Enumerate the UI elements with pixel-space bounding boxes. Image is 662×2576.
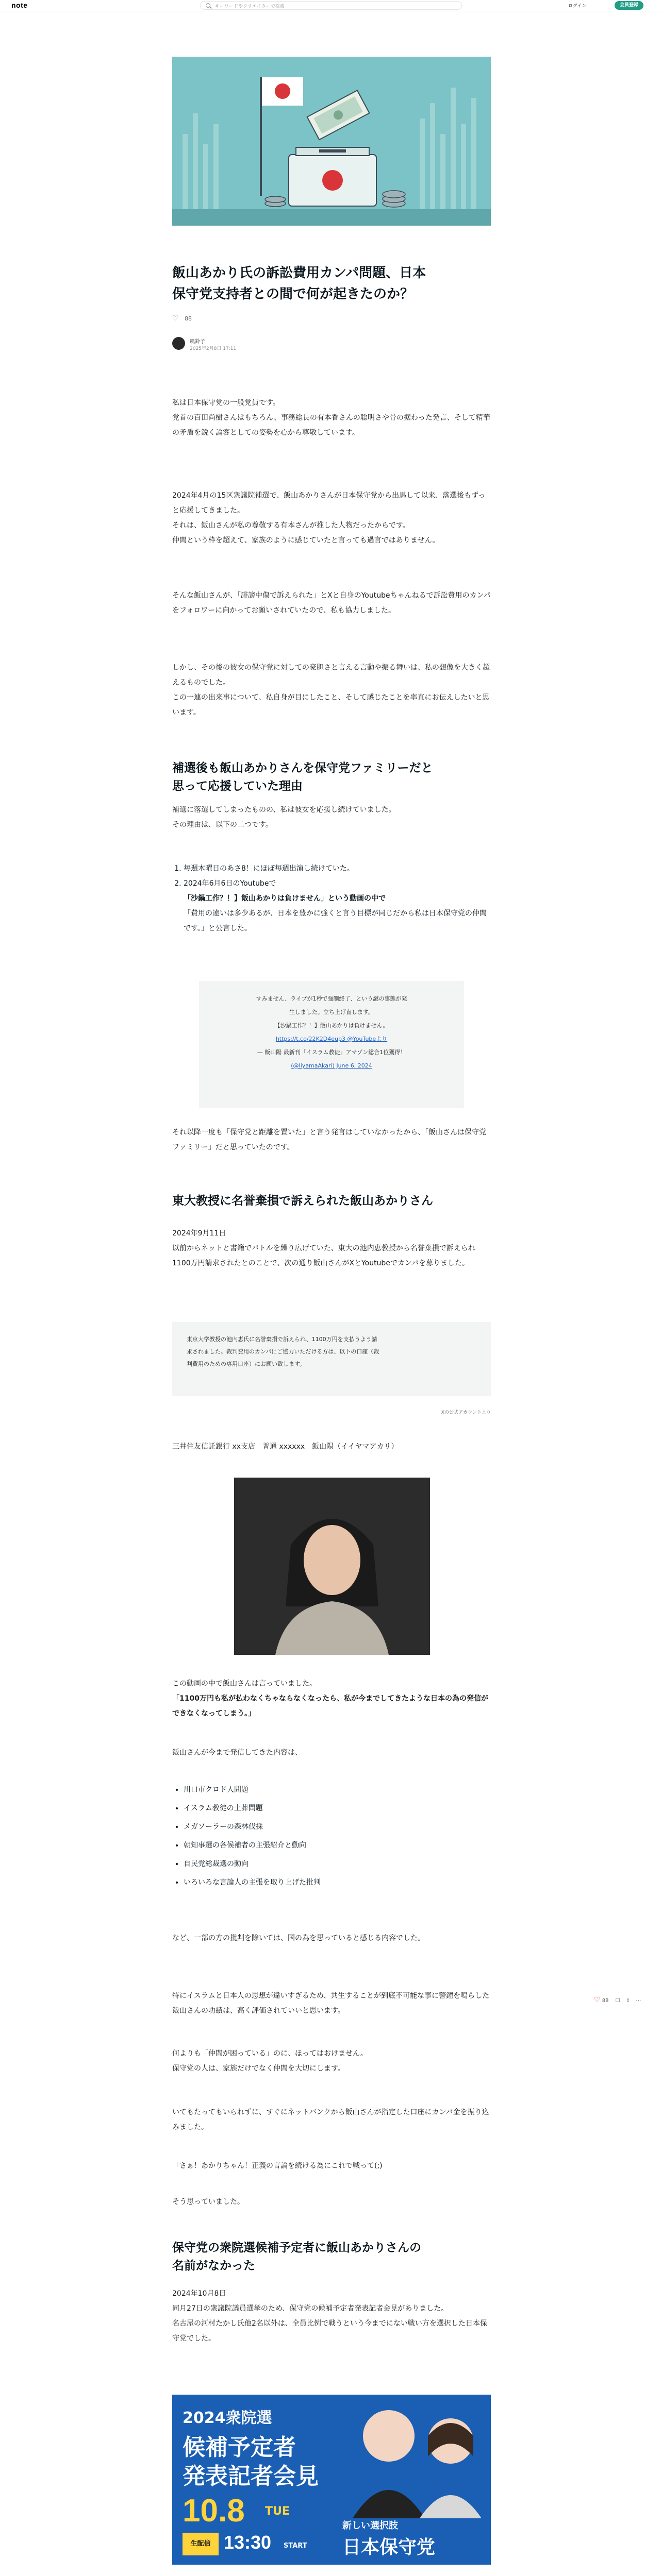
text-line: 同月27日の衆議院議員選挙のため、保守党の候補予定者発表記者会見がありました。	[172, 2304, 449, 2313]
text-line: そんな飯山さんが、「誹謗中傷で訴えられた」とXと自身のYoutubeちゃんねるで訴訟費用のカンパをフォロワーに向かってお願いされていたので、私も協力しました。	[172, 591, 491, 615]
paragraph: そう思っていました。	[172, 2198, 244, 2206]
quote-line: 判費用のための専用口座）にお願い致します。	[187, 1361, 306, 1367]
list-item	[184, 876, 491, 936]
heading-line: 保守党の衆院選候補予定者に飯山あかりさんの	[172, 2241, 421, 2255]
avatar[interactable]	[172, 337, 185, 350]
side-actions	[594, 1996, 641, 2004]
paragraph: 特にイスラムと日本人の思想が違いすぎるため、共生することが到底不可能な事に警鐘を鳴らした飯山さんの功績は、高く評価されていいと思います。	[172, 1992, 490, 2015]
banner-time-label: START	[284, 2542, 307, 2550]
paragraph	[172, 1676, 491, 1721]
quote-source: Xの公式アカウントより	[441, 1410, 491, 1415]
embedded-post[interactable]	[199, 981, 464, 1108]
banner-line2: 発表記者会見	[183, 2463, 319, 2489]
signup-button[interactable]: 会員登録	[615, 1, 643, 10]
paragraph	[172, 803, 491, 833]
topic-list	[172, 1781, 491, 1892]
heading-line: 名前がなかった	[172, 2259, 255, 2273]
hero-image	[172, 57, 491, 226]
youtube-link[interactable]: https://t.co/22K2D4eup3 @YouTubeより	[275, 1036, 388, 1042]
quote-line: すみません、ライブが1秒で強制終了、という謎の事態が発	[256, 995, 407, 1002]
hero-illustration	[172, 57, 491, 226]
banner-dow: TUE	[265, 2505, 290, 2518]
paragraph	[172, 2286, 491, 2346]
text-line: それは、飯山さんが私の尊敬する有本さんが推した人物だったからです。	[172, 521, 410, 530]
paragraph	[172, 1226, 491, 1271]
paragraph: 「さぁ！あかりちゃん！正義の言論を続ける為にこれで戦って(;)	[172, 2162, 383, 2170]
banner-line1: 候補予定者	[183, 2434, 296, 2461]
section-heading	[172, 759, 491, 795]
text-line: 2024年10月8日	[172, 2290, 226, 2298]
reason-list	[172, 861, 491, 936]
text-line: それ以降一度も「保守党と距離を置いた」と言う発言はしていなかったから、「飯山さんは保守党ファミリー」だと思っていたのです。	[172, 1128, 486, 1151]
speaker-photo	[234, 1478, 430, 1655]
embedded-post[interactable]	[172, 1322, 491, 1396]
quote-line: 東京大学教授の池内恵氏に名誉棄損で訴えられ、1100万円を支払うよう請	[187, 1336, 377, 1343]
quote-line: 生しました。立ち上げ直します。	[289, 1009, 374, 1015]
paragraph	[172, 488, 491, 548]
quote-line: 【沙鍋工作？！】飯山あかりは負けません。	[274, 1022, 389, 1029]
paragraph	[172, 2046, 491, 2076]
paragraph	[172, 660, 491, 720]
title-line: 保守党支持者との間で何が起きたのか？	[172, 286, 414, 302]
search-icon	[206, 3, 210, 8]
text-line: 2024年9月11日	[172, 1229, 226, 1238]
heading-line: 思って応援していた理由	[172, 779, 303, 793]
title-line: 飯山あかり氏の訴訟費用カンパ問題、日本	[172, 265, 426, 281]
text-line: 名古屋の河村たかし氏他2名以外は、全員比例で戦うという今までにない戦い方を選択した日本保守党でした。	[172, 2319, 487, 2343]
text-line: 補選に落選してしまったものの、私は彼女を応援し続けていました。	[172, 806, 396, 814]
paragraph: 飯山さんが今まで発信してきた内容は、	[172, 1749, 302, 1757]
list-text: 2. 2024年6月6日のYoutubeで	[184, 879, 276, 888]
bank-info: 三井住友信託銀行 xx支店 普通 xxxxxx 飯山陽（イイヤマアカリ）	[172, 1443, 399, 1451]
quote-line: 求されました。裁判費用のカンパにご協力いただける方は、以下の口座（裁	[187, 1348, 379, 1355]
like-count: 88	[185, 315, 192, 322]
list-item: • イスラム教徒の土葬問題	[184, 1799, 491, 1818]
paragraph	[172, 1125, 491, 1155]
more-icon[interactable]: ⋯	[636, 1998, 641, 2004]
candidates-photo	[332, 2400, 487, 2518]
list-item: • 自民党総裁選の動向	[184, 1855, 491, 1873]
list-text: 「沙鍋工作？！】飯山あかりは負けません」という動画の中で	[184, 894, 386, 903]
share-icon[interactable]: ⇪	[625, 1998, 631, 2004]
text-line: 以前からネットと書籍でバトルを繰り広げていた、東大の池内恵教授から名誉棄損で訴えられ1100万円請求されたとのことで、次の通り飯山さんがXとYoutubeでカンパを募りました。	[172, 1244, 475, 1267]
heading-line: 東大教授に名誉棄損で訴えられた飯山あかりさん	[172, 1194, 433, 1208]
text-line: その理由は、以下の二つです。	[172, 821, 273, 829]
list-item: • いろいろな言論人の主張を取り上げた批判	[184, 1873, 491, 1892]
text-line: 保守党の人は、家族だけでなく仲間を大切にします。	[172, 2064, 345, 2073]
quote-line: — 飯山陽 最新刊「イスラム教徒」アマゾン総合1位獲得！	[257, 1049, 406, 1056]
search-input[interactable]	[200, 1, 462, 10]
text-line: 私は日本保守党の一般党員です。	[172, 399, 280, 407]
section-heading	[172, 1192, 491, 1210]
heading-line: 補選後も飯山あかりさんを保守党ファミリーだと	[172, 761, 433, 775]
comment-icon[interactable]: ☐	[615, 1998, 620, 2004]
like-heart-icon[interactable]: ♡	[594, 1996, 601, 2004]
list-item: • 朝知事選の各候補者の主張紹介と動向	[184, 1836, 491, 1855]
banner-sub: 新しい選択肢	[342, 2520, 398, 2531]
article-title	[172, 263, 491, 305]
banner-date: 10.8	[183, 2493, 245, 2529]
text-line: 仲間という枠を超えて、家族のように感じていたと言っても過言ではありません。	[172, 536, 440, 545]
paragraph	[172, 396, 491, 440]
note-logo[interactable]: note	[11, 1, 28, 9]
text-line: この一連の出来事について、私自身が目にしたこと、そして感じたことを率直にお伝えしたいと思います。	[172, 693, 490, 717]
heart-icon[interactable]: ♡	[172, 314, 179, 323]
press-conference-banner	[172, 2395, 491, 2565]
list-item: • 川口市クロド人問題	[184, 1781, 491, 1799]
section-heading	[172, 2239, 491, 2275]
search-placeholder: キーワードやクリエイターで検索	[215, 4, 285, 9]
text-line: 「1100万円も私が払わなくちゃならなくなったら、私が今までしてきたような日本の為の発信ができなくなってしまう。」	[172, 1694, 488, 1718]
list-item	[184, 861, 491, 876]
text-line: 党首の百田尚樹さんはもちろん、事務総長の有本香さんの聡明さや骨の据わった発言、そして精華の矛盾を鋭く論客としての姿勢を心から尊敬しています。	[172, 414, 490, 437]
list-text: 毎週木曜日のあさ8！にほぼ毎週出演し続けていた。	[184, 865, 354, 873]
author-name[interactable]: 風鈴子	[190, 339, 205, 345]
video-thumbnail[interactable]	[234, 1478, 430, 1655]
banner-year: 2024衆院選	[183, 2409, 272, 2427]
text-line: 何よりも「仲間が困っている」のに、ほってはおけません。	[172, 2049, 368, 2058]
paragraph	[172, 588, 491, 618]
like-row	[172, 314, 491, 323]
list-item: • メガソーラーの森林伐採	[184, 1818, 491, 1836]
author-block[interactable]	[172, 335, 491, 352]
post-date-link[interactable]: (@IiyamaAkari) June 6, 2024	[291, 1062, 372, 1069]
paragraph: など、一部の方の批判を除いては、国の為を思っていると感じる内容でした。	[172, 1934, 425, 1942]
list-text: 「費用の違いは多少あるが、日本を豊かに強くと言う目標が同じだから私は日本保守党の仲間です。」と公言した。	[184, 909, 487, 933]
side-like-count: 88	[602, 1998, 609, 2004]
banner-time: 13:30	[224, 2532, 272, 2553]
publish-date: 2025年2月8日 17:11	[190, 346, 237, 351]
text-line: 2024年4月の15区衆議院補選で、飯山あかりさんが日本保守党から出馬して以来、落選後もずっと応援してきました。	[172, 492, 486, 515]
login-link[interactable]: ログイン	[568, 4, 587, 9]
banner-party: 日本保守党	[342, 2537, 436, 2558]
text-line: しかし、その後の彼女の保守党に対しての豪胆さと言える言動や振る舞いは、私の想像を大きく超えるものでした。	[172, 664, 490, 687]
top-bar	[0, 0, 662, 11]
text-line: この動画の中で飯山さんは言っていました。	[172, 1680, 317, 1688]
banner-tag: 生配信	[183, 2533, 219, 2555]
paragraph: いてもたってもいられずに、すぐにネットバンクから飯山さんが指定した口座にカンパ金を振り込みました。	[172, 2108, 489, 2131]
